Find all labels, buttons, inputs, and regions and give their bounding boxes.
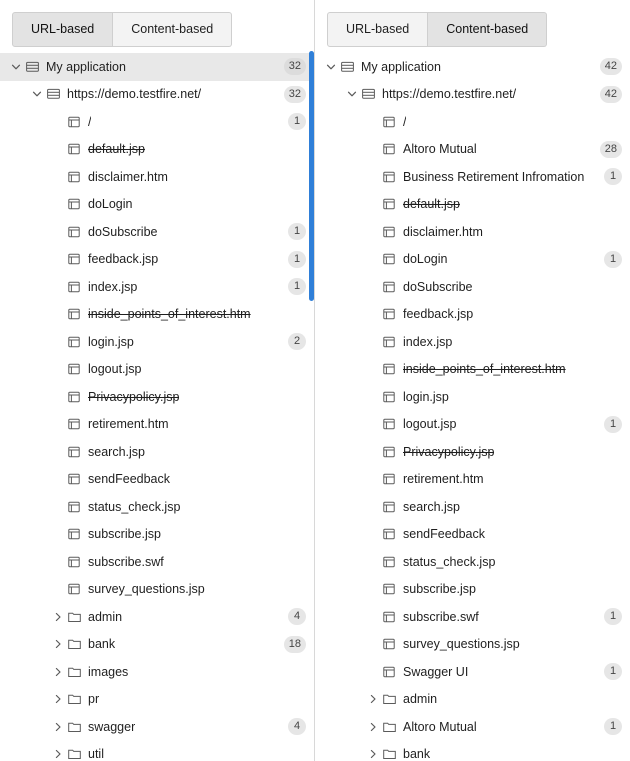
host-icon (45, 86, 61, 102)
tree-row-label: pr (88, 692, 100, 707)
page-icon (381, 279, 397, 295)
tree-row-label: logout.jsp (403, 417, 457, 432)
issue-count-badge: 42 (600, 58, 622, 75)
tree-row-label: https://demo.testfire.net/ (67, 87, 202, 102)
tree-row-label: bank (88, 637, 116, 652)
host-icon (360, 86, 376, 102)
tree-right[interactable] (315, 51, 630, 761)
page-icon (381, 444, 397, 460)
tab-group-left (0, 0, 314, 51)
tree-row-label: survey_questions.jsp (403, 637, 520, 652)
tab-url-based[interactable]: URL-based (12, 12, 113, 47)
tree-row[interactable] (315, 603, 630, 631)
page-icon (66, 526, 82, 542)
tree-row[interactable] (0, 741, 314, 761)
page-icon (381, 251, 397, 267)
tree-row-label: doSubscribe (403, 279, 473, 294)
tree-row[interactable] (0, 631, 314, 659)
page-icon (381, 196, 397, 212)
issue-count-badge: 1 (604, 718, 622, 735)
tree-row[interactable] (315, 328, 630, 356)
page-icon (66, 114, 82, 130)
folder-icon (66, 664, 82, 680)
issue-count-badge: 32 (284, 58, 306, 75)
tree-row[interactable] (0, 521, 314, 549)
issue-count-badge: 32 (284, 86, 306, 103)
folder-icon (66, 719, 82, 735)
tree-row-label: login.jsp (88, 334, 134, 349)
tree-row-label: retirement.htm (403, 472, 484, 487)
page-icon (381, 334, 397, 350)
tree-row-label: admin (403, 692, 438, 707)
tree-row-label: My application (46, 59, 126, 74)
tree-row-label: inside_points_of_interest.htm (403, 362, 566, 377)
tree-left[interactable] (0, 51, 314, 761)
tree-row-label: search.jsp (88, 444, 145, 459)
folder-icon (66, 746, 82, 761)
page-icon (381, 389, 397, 405)
tree-row-label: search.jsp (403, 499, 460, 514)
page-icon (66, 444, 82, 460)
chevron-right-icon[interactable] (365, 746, 381, 761)
page-icon (66, 141, 82, 157)
tree-row-label: inside_points_of_interest.htm (88, 307, 251, 322)
tree-row[interactable] (0, 686, 314, 714)
issue-count-badge: 2 (288, 333, 306, 350)
tree-row[interactable] (315, 53, 630, 81)
tree-row[interactable] (0, 273, 314, 301)
page-icon (66, 361, 82, 377)
page-icon (66, 224, 82, 240)
tree-row[interactable] (315, 246, 630, 274)
page-icon (66, 581, 82, 597)
tree-row[interactable] (0, 218, 314, 246)
page-icon (66, 306, 82, 322)
tree-row-label: survey_questions.jsp (88, 582, 205, 597)
tree-row[interactable] (315, 81, 630, 109)
tree-row-label: retirement.htm (88, 417, 169, 432)
folder-icon (66, 636, 82, 652)
issue-count-badge: 1 (604, 251, 622, 268)
tree-row[interactable] (0, 548, 314, 576)
tree-row-label: status_check.jsp (403, 554, 496, 569)
page-icon (381, 361, 397, 377)
issue-count-badge: 4 (288, 608, 306, 625)
tree-row[interactable] (315, 631, 630, 659)
tree-row-label: admin (88, 609, 123, 624)
page-icon (66, 334, 82, 350)
tree-row[interactable] (315, 658, 630, 686)
tree-row[interactable] (315, 108, 630, 136)
tree-row[interactable] (0, 108, 314, 136)
tree-row-label: Altoro Mutual (403, 142, 477, 157)
chevron-down-icon[interactable] (8, 59, 24, 75)
tree-row-label: Privacypolicy.jsp (403, 444, 495, 459)
tree-row[interactable] (0, 466, 314, 494)
tree-row-label: My application (361, 59, 441, 74)
chevron-right-icon[interactable] (50, 746, 66, 761)
page-icon (381, 224, 397, 240)
page-icon (66, 169, 82, 185)
application-icon (24, 59, 40, 75)
tree-row-label: sendFeedback (403, 527, 486, 542)
chevron-right-icon[interactable] (50, 691, 66, 707)
issue-count-badge: 1 (288, 278, 306, 295)
page-icon (381, 499, 397, 515)
tree-row-label: / (403, 114, 407, 129)
scrollbar-thumb[interactable] (309, 51, 314, 301)
tree-row[interactable] (315, 686, 630, 714)
issue-count-badge: 1 (288, 223, 306, 240)
tab-content-based[interactable]: Content-based (113, 12, 232, 47)
tree-row-label: status_check.jsp (88, 499, 181, 514)
tree-row-label: swagger (88, 719, 136, 734)
chevron-right-icon[interactable] (50, 719, 66, 735)
tree-row-label: feedback.jsp (403, 307, 474, 322)
tree-row[interactable] (0, 191, 314, 219)
issue-count-badge: 1 (604, 168, 622, 185)
tree-row[interactable] (0, 383, 314, 411)
page-icon (66, 416, 82, 432)
page-icon (381, 306, 397, 322)
folder-icon (66, 609, 82, 625)
page-icon (381, 554, 397, 570)
tree-row[interactable] (0, 356, 314, 384)
page-icon (66, 279, 82, 295)
tree-row[interactable] (315, 383, 630, 411)
folder-icon (381, 746, 397, 761)
tab-content-based[interactable]: Content-based (428, 12, 547, 47)
tree-row-label: logout.jsp (88, 362, 142, 377)
tree-row-label: login.jsp (403, 389, 449, 404)
tree-row[interactable] (0, 493, 314, 521)
issue-count-badge: 1 (604, 416, 622, 433)
tree-row[interactable] (315, 466, 630, 494)
tree-row-label: disclaimer.htm (88, 169, 168, 184)
page-icon (66, 499, 82, 515)
tree-row-label: subscribe.jsp (403, 582, 476, 597)
chevron-down-icon[interactable] (344, 86, 360, 102)
tree-row[interactable] (0, 81, 314, 109)
tree-row[interactable] (315, 713, 630, 741)
tree-row-label: subscribe.swf (403, 609, 479, 624)
tab-url-based[interactable]: URL-based (327, 12, 428, 47)
tree-row[interactable] (315, 136, 630, 164)
tree-row-label: bank (403, 747, 431, 761)
tree-row[interactable] (0, 411, 314, 439)
tree-row-label: index.jsp (403, 334, 453, 349)
tree-row-label: subscribe.swf (88, 554, 164, 569)
page-icon (381, 581, 397, 597)
vertical-scrollbar[interactable] (309, 51, 314, 761)
issue-count-badge: 4 (288, 718, 306, 735)
tree-row[interactable] (315, 493, 630, 521)
tree-row[interactable] (315, 191, 630, 219)
chevron-down-icon[interactable] (323, 59, 339, 75)
folder-icon (381, 691, 397, 707)
tree-row-label: Privacypolicy.jsp (88, 389, 180, 404)
page-icon (381, 526, 397, 542)
tree-row[interactable] (0, 658, 314, 686)
page-icon (381, 141, 397, 157)
issue-count-badge: 1 (604, 663, 622, 680)
folder-icon (66, 691, 82, 707)
tree-row[interactable] (0, 301, 314, 329)
tree-row[interactable] (0, 438, 314, 466)
page-icon (381, 471, 397, 487)
tree-row-label: doLogin (403, 252, 448, 267)
chevron-right-icon[interactable] (50, 609, 66, 625)
page-icon (66, 251, 82, 267)
application-icon (339, 59, 355, 75)
chevron-right-icon[interactable] (50, 636, 66, 652)
issue-count-badge: 18 (284, 636, 306, 653)
chevron-down-icon[interactable] (29, 86, 45, 102)
page-icon (66, 389, 82, 405)
tree-row-label: default.jsp (403, 197, 460, 212)
tree-row-label: doLogin (88, 197, 133, 212)
tree-row[interactable] (0, 53, 314, 81)
tree-row[interactable] (315, 411, 630, 439)
chevron-right-icon[interactable] (365, 691, 381, 707)
page-icon (381, 114, 397, 130)
page-icon (381, 636, 397, 652)
tree-row-label: disclaimer.htm (403, 224, 483, 239)
tree-row-label: sendFeedback (88, 472, 171, 487)
tree-row[interactable] (315, 273, 630, 301)
tree-row[interactable] (0, 713, 314, 741)
tree-row-label: doSubscribe (88, 224, 158, 239)
tree-row[interactable] (0, 328, 314, 356)
tree-row[interactable] (315, 548, 630, 576)
page-icon (66, 471, 82, 487)
issue-count-badge: 1 (604, 608, 622, 625)
tree-row[interactable] (0, 603, 314, 631)
page-icon (381, 169, 397, 185)
tree-row-label: / (88, 114, 92, 129)
page-icon (66, 196, 82, 212)
tree-row[interactable] (315, 163, 630, 191)
tree-row[interactable] (315, 301, 630, 329)
tree-row-label: https://demo.testfire.net/ (382, 87, 517, 102)
folder-icon (381, 719, 397, 735)
tree-row[interactable] (315, 576, 630, 604)
tree-row-label: default.jsp (88, 142, 145, 157)
tree-row-label: index.jsp (88, 279, 138, 294)
tree-row-label: util (88, 747, 104, 761)
tree-row[interactable] (315, 741, 630, 761)
tree-row[interactable] (315, 521, 630, 549)
tree-row[interactable] (0, 246, 314, 274)
tree-row-label: images (88, 664, 129, 679)
page-icon (381, 664, 397, 680)
issue-count-badge: 42 (600, 86, 622, 103)
tree-row[interactable] (0, 576, 314, 604)
issue-count-badge: 28 (600, 141, 622, 158)
tree-row[interactable] (315, 438, 630, 466)
chevron-right-icon[interactable] (50, 664, 66, 680)
page-icon (381, 609, 397, 625)
chevron-right-icon[interactable] (365, 719, 381, 735)
tree-row-label: Swagger UI (403, 664, 469, 679)
page-icon (381, 416, 397, 432)
issue-count-badge: 1 (288, 251, 306, 268)
tree-row-label: subscribe.jsp (88, 527, 161, 542)
tree-row[interactable] (0, 136, 314, 164)
tree-row[interactable] (0, 163, 314, 191)
tree-row-label: Altoro Mutual (403, 719, 477, 734)
tree-row-label: Business Retirement Infromation (403, 169, 585, 184)
tab-group-right (315, 0, 630, 51)
tree-row-label: feedback.jsp (88, 252, 159, 267)
issue-count-badge: 1 (288, 113, 306, 130)
panel-content-based (315, 0, 630, 761)
page-icon (66, 554, 82, 570)
tree-row[interactable] (315, 218, 630, 246)
tree-row[interactable] (315, 356, 630, 384)
